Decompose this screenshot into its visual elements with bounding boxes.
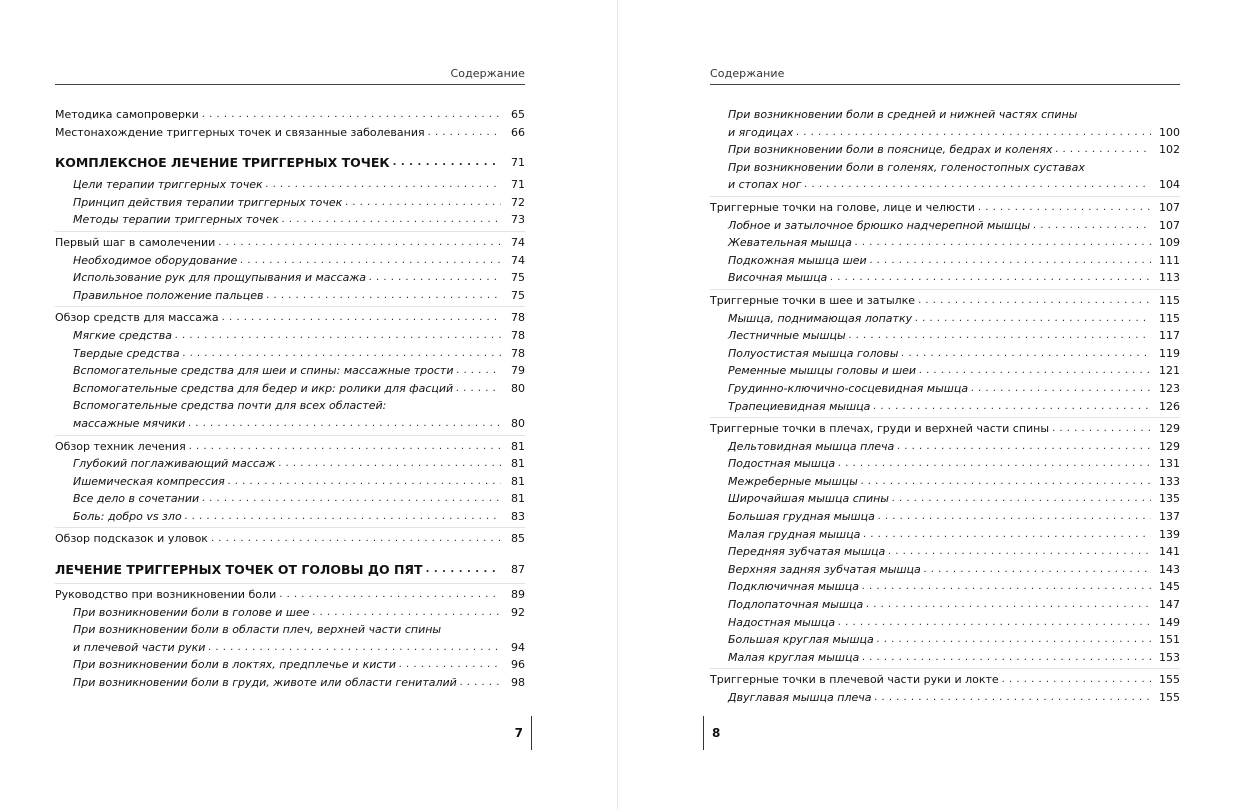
toc-subentry[interactable]: Цели терапии триггерных точек . . . 71 <box>55 176 525 194</box>
toc-entry[interactable]: Обзор техник лечения . . . 81 <box>55 438 525 456</box>
dot-leader <box>924 561 1151 579</box>
dot-leader <box>897 438 1151 456</box>
running-head: Содержание <box>710 67 785 80</box>
group-separator <box>55 583 525 584</box>
toc-subentry[interactable]: Боль: добро vs зло . . . 83 <box>55 508 525 526</box>
toc-subentry[interactable]: Вспомогательные средства для бедер и икр: ролики для фасций . . . 80 <box>55 380 525 398</box>
toc-subentry[interactable]: Ишемическая компрессия . . . 81 <box>55 473 525 491</box>
toc-subentry[interactable]: Все дело в сочетании . . . 81 <box>55 490 525 508</box>
toc-subentry[interactable]: Малая круглая мышца . . . 153 <box>710 649 1180 667</box>
toc-subentry[interactable]: Лестничные мышцы . . . 117 <box>710 327 1180 345</box>
toc-subentry-line1[interactable]: При возникновении боли в области плеч, верхней части спины <box>55 621 525 639</box>
dot-leader <box>892 490 1151 508</box>
dot-leader <box>849 327 1151 345</box>
toc-subentry[interactable]: Подкожная мышца шеи . . . 111 <box>710 252 1180 270</box>
toc-subentry[interactable]: Широчайшая мышца спины . . . 135 <box>710 490 1180 508</box>
group-separator <box>55 231 525 232</box>
dot-leader <box>208 639 501 657</box>
dot-leader <box>915 310 1151 328</box>
group-separator <box>55 527 525 528</box>
toc-entry[interactable]: Местонахождение триггерных точек и связанные заболевания . . . 66 <box>55 124 525 142</box>
dot-leader <box>393 153 501 173</box>
dot-leader <box>874 689 1151 707</box>
dot-leader <box>456 362 501 380</box>
dot-leader <box>978 199 1151 217</box>
toc-entry[interactable]: Руководство при возникновении боли . . . 89 <box>55 586 525 604</box>
toc-subentry[interactable]: При возникновении боли в голове и шее . . . 92 <box>55 604 525 622</box>
toc-subentry[interactable]: Мышца, поднимающая лопатку . . . 115 <box>710 310 1180 328</box>
dot-leader <box>202 490 501 508</box>
toc-subentry[interactable]: Трапециевидная мышца . . . 126 <box>710 398 1180 416</box>
toc-chapter[interactable]: КОМПЛЕКСНОЕ ЛЕЧЕНИЕ ТРИГГЕРНЫХ ТОЧЕК . . . 71 <box>55 153 525 173</box>
toc-subentry[interactable]: Жевательная мышца . . . 109 <box>710 234 1180 252</box>
dot-leader <box>862 578 1151 596</box>
dot-leader <box>183 345 501 363</box>
toc-subentry[interactable]: Глубокий поглаживающий массаж . . . 81 <box>55 455 525 473</box>
dot-leader <box>873 398 1151 416</box>
dot-leader <box>971 380 1151 398</box>
toc-subentry[interactable]: Межреберные мышцы . . . 133 <box>710 473 1180 491</box>
toc-list <box>55 106 525 692</box>
dot-leader <box>456 380 501 398</box>
toc-subentry[interactable]: Принцип действия терапии триггерных точек . . . 72 <box>55 194 525 212</box>
toc-subentry[interactable]: Мягкие средства . . . 78 <box>55 327 525 345</box>
dot-leader <box>878 508 1151 526</box>
spread-gutter <box>617 0 618 809</box>
toc-subentry[interactable]: Передняя зубчатая мышца . . . 141 <box>710 543 1180 561</box>
toc-subentry[interactable]: При возникновении боли в пояснице, бедрах и коленях . . . 102 <box>710 141 1180 159</box>
dot-leader <box>861 473 1151 491</box>
toc-subentry[interactable]: Ременные мышцы головы и шеи . . . 121 <box>710 362 1180 380</box>
toc-chapter[interactable]: ЛЕЧЕНИЕ ТРИГГЕРНЫХ ТОЧЕК ОТ ГОЛОВЫ ДО ПЯТ . . . 87 <box>55 560 525 580</box>
toc-subentry[interactable]: Подостная мышца . . . 131 <box>710 455 1180 473</box>
toc-subentry[interactable]: и ягодицах . . . 100 <box>710 124 1180 142</box>
dot-leader <box>1002 671 1151 689</box>
group-separator <box>55 435 525 436</box>
toc-subentry[interactable]: Подлопаточная мышца . . . 147 <box>710 596 1180 614</box>
group-separator <box>710 289 1180 290</box>
dot-leader <box>830 269 1151 287</box>
dot-leader <box>175 327 501 345</box>
dot-leader <box>804 176 1151 194</box>
toc-subentry[interactable]: Твердые средства . . . 78 <box>55 345 525 363</box>
dot-leader <box>211 530 501 548</box>
toc-subentry-line1[interactable]: Вспомогательные средства почти для всех областей: <box>55 397 525 415</box>
group-separator <box>710 417 1180 418</box>
toc-entry[interactable]: Триггерные точки в шее и затылке . . . 115 <box>710 292 1180 310</box>
toc-entry[interactable]: Методика самопроверки . . . 65 <box>55 106 525 124</box>
group-separator <box>710 668 1180 669</box>
header-rule <box>710 84 1180 85</box>
toc-subentry[interactable]: массажные мячики . . . 80 <box>55 415 525 433</box>
toc-entry[interactable]: Триггерные точки в плечах, груди и верхней части спины . . . 129 <box>710 420 1180 438</box>
dot-leader <box>1033 217 1151 235</box>
page-number: 7 <box>515 716 532 750</box>
toc-list <box>710 106 1180 707</box>
toc-subentry[interactable]: Грудинно-ключично-сосцевидная мышца . . . 123 <box>710 380 1180 398</box>
dot-leader <box>888 543 1151 561</box>
dot-leader <box>266 287 501 305</box>
left-page <box>55 0 525 809</box>
header-rule <box>55 84 525 85</box>
dot-leader <box>870 252 1151 270</box>
dot-leader <box>222 309 501 327</box>
toc-subentry[interactable]: Надостная мышца . . . 149 <box>710 614 1180 632</box>
dot-leader <box>228 473 501 491</box>
toc-subentry[interactable]: Правильное положение пальцев . . . 75 <box>55 287 525 305</box>
dot-leader <box>866 596 1151 614</box>
dot-leader <box>188 415 501 433</box>
right-page <box>710 0 1180 809</box>
toc-entry[interactable]: Триггерные точки в плечевой части руки и локте . . . 155 <box>710 671 1180 689</box>
dot-leader <box>240 252 501 270</box>
toc-entry[interactable]: Обзор средств для массажа . . . 78 <box>55 309 525 327</box>
toc-subentry[interactable]: Височная мышца . . . 113 <box>710 269 1180 287</box>
dot-leader <box>279 455 501 473</box>
dot-leader <box>862 649 1151 667</box>
dot-leader <box>460 674 501 692</box>
toc-subentry[interactable]: и плечевой части руки . . . 94 <box>55 639 525 657</box>
toc-subentry[interactable]: Использование рук для прощупывания и массажа . . . 75 <box>55 269 525 287</box>
dot-leader <box>345 194 501 212</box>
toc-entry[interactable]: Обзор подсказок и уловок . . . 85 <box>55 530 525 548</box>
toc-subentry[interactable]: При возникновении боли в груди, животе или области гениталий . . . 98 <box>55 674 525 692</box>
toc-subentry-line1[interactable]: При возникновении боли в средней и нижней частях спины <box>710 106 1180 124</box>
dot-leader <box>282 211 501 229</box>
toc-subentry[interactable]: Необходимое оборудование . . . 74 <box>55 252 525 270</box>
toc-subentry[interactable]: При возникновении боли в локтях, предплечье и кисти . . . 96 <box>55 656 525 674</box>
toc-subentry[interactable]: Вспомогательные средства для шеи и спины: массажные трости . . . 79 <box>55 362 525 380</box>
toc-subentry[interactable]: Подключичная мышца . . . 145 <box>710 578 1180 596</box>
running-head: Содержание <box>450 67 525 80</box>
toc-subentry-line1[interactable]: При возникновении боли в голенях, голеностопных суставах <box>710 159 1180 177</box>
toc-entry[interactable]: Триггерные точки на голове, лице и челюсти . . . 107 <box>710 199 1180 217</box>
dot-leader <box>189 438 501 456</box>
dot-leader <box>369 269 501 287</box>
dot-leader <box>863 526 1151 544</box>
dot-leader <box>313 604 501 622</box>
dot-leader <box>838 455 1151 473</box>
toc-subentry[interactable]: Полуостистая мышца головы . . . 119 <box>710 345 1180 363</box>
toc-subentry[interactable]: Двуглавая мышца плеча . . . 155 <box>710 689 1180 707</box>
dot-leader <box>218 234 501 252</box>
dot-leader <box>185 508 501 526</box>
group-separator <box>55 306 525 307</box>
toc-subentry[interactable]: Методы терапии триггерных точек . . . 73 <box>55 211 525 229</box>
toc-subentry[interactable]: Лобное и затылочное брюшко надчерепной мышцы . . . 107 <box>710 217 1180 235</box>
toc-subentry[interactable]: Большая круглая мышца . . . 151 <box>710 631 1180 649</box>
dot-leader <box>202 106 501 124</box>
dot-leader <box>279 586 501 604</box>
toc-subentry[interactable]: Малая грудная мышца . . . 139 <box>710 526 1180 544</box>
toc-subentry[interactable]: Верхняя задняя зубчатая мышца . . . 143 <box>710 561 1180 579</box>
dot-leader <box>399 656 501 674</box>
dot-leader <box>838 614 1151 632</box>
dot-leader <box>426 560 501 580</box>
dot-leader <box>1052 420 1151 438</box>
group-separator <box>710 196 1180 197</box>
toc-subentry[interactable]: Большая грудная мышца . . . 137 <box>710 508 1180 526</box>
dot-leader <box>1055 141 1151 159</box>
dot-leader <box>919 362 1151 380</box>
toc-subentry[interactable]: и стопах ног . . . 104 <box>710 176 1180 194</box>
dot-leader <box>428 124 501 142</box>
dot-leader <box>877 631 1151 649</box>
toc-subentry[interactable]: Дельтовидная мышца плеча . . . 129 <box>710 438 1180 456</box>
dot-leader <box>796 124 1151 142</box>
page-number: 8 <box>703 716 720 750</box>
dot-leader <box>901 345 1151 363</box>
dot-leader <box>855 234 1151 252</box>
toc-entry[interactable]: Первый шаг в самолечении . . . 74 <box>55 234 525 252</box>
dot-leader <box>266 176 501 194</box>
dot-leader <box>918 292 1151 310</box>
